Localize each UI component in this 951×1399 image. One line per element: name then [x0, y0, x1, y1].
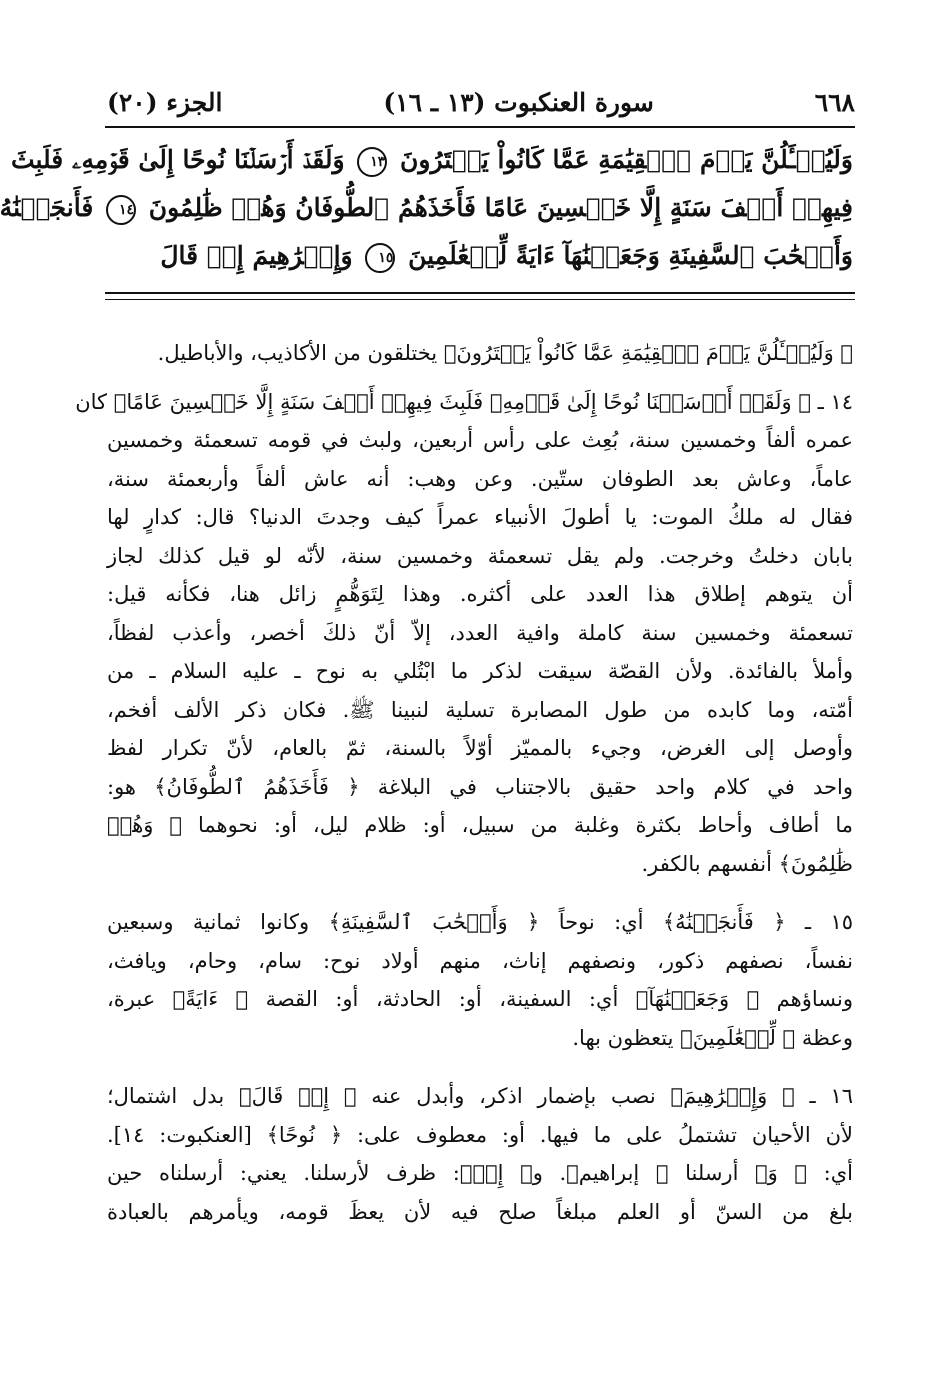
- commentary-line: وأوصل إلى الغرض، وجيء بالمميّز أوّلاً بالسنة، ثمّ بالعام، لأنّ تكرار لفظ: [107, 736, 853, 760]
- page-header: [107, 84, 855, 120]
- juz-label: الجزء (٢٠): [107, 87, 223, 117]
- commentary-line: عمره ألفاً وخمسين سنة، بُعِث على رأس أربعين، ولبث في قومه تسعمئة وخمسين: [107, 428, 853, 452]
- commentary-line: تسعمئة وخمسين سنة كاملة وافية العدد، إلاّ أنّ ذلكَ أخصر، وأعذب لفظاً،: [107, 620, 853, 645]
- commentary-line: ﴿ وَلَيُسۡـَٔلُنَّ يَوۡمَ ٱلۡقِيَٰمَةِ عَمَّا كَانُواْ يَفۡتَرُونَ﴾ يختلقون من الأكاذيب، والأباطيل.: [157, 341, 853, 365]
- commentary-paragraph: [75, 383, 853, 884]
- commentary-line: ١٤ ـ ﴿ وَلَقَدۡ أَرۡسَلۡنَا نُوحًا إِلَىٰ قَوۡمِهِۦ فَلَبِثَ فِيهِمۡ أَلۡفَ سَنَةٍ إِلَّا خَمۡسِينَ عَامًا﴾ كان: [75, 389, 853, 414]
- verse-line: [0, 184, 853, 232]
- commentary-line: وعظة ﴿ لِّلۡعَٰلَمِينَ﴾ يتعظون بها.: [572, 1025, 853, 1050]
- verse-number-mark: ١٤: [106, 195, 136, 225]
- commentary-line: عاماً، وعاش بعد الطوفان ستّين. وعن وهب: أنه عاش ألفاً وأربعمئة سنة،: [107, 466, 853, 491]
- quran-verses-block: [0, 136, 853, 286]
- verse-text: وَلَقَدۡ أَرۡسَلۡنَا نُوحًا إِلَىٰ قَوۡمِهِۦ فَلَبِثَ: [10, 145, 345, 174]
- page-number: ٦٦٨: [814, 87, 855, 117]
- commentary-paragraph: [107, 334, 853, 373]
- commentary-line: أمّته، وما كابده من طول المصابرة تسلية لنبينا ﷺ. فكان ذكر الألف أفخم،: [107, 697, 853, 722]
- commentary-line: بابان دخلتُ وخرجت. ولم يقل تسعمئة وخمسين سنة، لأنّه لو قيل كذلك لجاز: [107, 543, 853, 568]
- verses-divider: [105, 292, 855, 300]
- verse-line: [10, 136, 853, 184]
- verse-text: وَلَيُسۡـَٔلُنَّ يَوۡمَ ٱلۡقِيَٰمَةِ عَمَّا كَانُواْ يَفۡتَرُونَ: [400, 145, 853, 174]
- commentary-line: أي: ﴿ وَ﴾ أرسلنا ﴿ إبراهيم﴾. و﴿ إِذۡ﴾: ظرف لأرسلنا. يعني: أرسلناه حين: [107, 1161, 853, 1185]
- commentary-paragraph: [107, 1077, 853, 1231]
- commentary-line: ونساؤهم ﴿ وَجَعَلۡنَٰهَآ﴾ أي: السفينة، أو: الحادثة، أو: القصة ﴿ ءَايَةً﴾ عبرة،: [107, 987, 853, 1011]
- commentary-line: بلغ من السنّ أو العلم مبلغاً صلح فيه لأن يعظَ قومه، ويأمرهم بالعبادة: [107, 1199, 853, 1224]
- commentary-line: أن يتوهم إطلاق هذا العدد على أكثره. وهذا لِتَوَهُّمٍ زائل هنا، فكأنه قيل:: [107, 582, 853, 606]
- verse-number-mark: ١٣: [357, 147, 387, 177]
- commentary-line: ١٥ ـ ﴿ فَأَنجَيۡنَٰهُ﴾ أي: نوحاً ﴿ وَأَصۡحَٰبَ ٱلسَّفِينَةِ﴾ وكانوا ثمانية وسبعين: [107, 910, 853, 934]
- surah-title: سورة العنكبوت (١٣ ـ ١٦): [383, 87, 654, 117]
- commentary-line: واحد في كلام واحد حقيق بالاجتناب في البلاغة ﴿ فَأَخَذَهُمُ ٱلطُّوفَانُ﴾ هو:: [107, 774, 853, 799]
- commentary-line: لأن الأحيان تشتملُ على ما فيها. أو: معطوف على: ﴿ نُوحًا﴾ [العنكبوت: ١٤].: [107, 1122, 853, 1147]
- commentary-line: نفساً، نصفهم ذكور، ونصفهم إناث، منهم أولاد نوح: سام، وحام، ويافث،: [107, 948, 853, 973]
- verse-text: فِيهِمۡ أَلۡفَ سَنَةٍ إِلَّا خَمۡسِينَ عَامًا فَأَخَذَهُمُ ٱلطُّوفَانُ وَهُمۡ ظَٰلِمُونَ: [148, 193, 853, 222]
- commentary-line: ١٦ ـ ﴿ وَإِبۡرَٰهِيمَ﴾ نصب بإضمار اذكر، وأبدل عنه ﴿ إِذۡ قَالَ﴾ بدل اشتمال؛: [107, 1084, 853, 1108]
- verse-line: [107, 232, 853, 280]
- commentary-paragraph: [107, 903, 853, 1057]
- commentary-line: ظَٰلِمُونَ﴾ أنفسهم بالكفر.: [641, 851, 853, 876]
- commentary-line: ما أطاف وأحاط بكثرة وغلبة من سبيل، أو: ظلام ليل، أو: نحوهما ﴿ وَهُمۡ: [107, 813, 853, 837]
- commentary-line: وأملأ بالفائدة. ولأن القصّة سيقت لذكر ما ابْتُلي به نوح ـ عليه السلام ـ من: [107, 659, 853, 683]
- tafsir-commentary: [75, 334, 853, 1241]
- verse-number-mark: ١٥: [365, 243, 395, 273]
- header-divider: [105, 126, 855, 128]
- commentary-line: فقال له ملكُ الموت: يا أطولَ الأنبياء عمراً كيف وجدتَ الدنيا؟ قال: كدارٍ لها: [107, 505, 853, 529]
- verse-text: وَأَصۡحَٰبَ ٱلسَّفِينَةِ وَجَعَلۡنَٰهَآ ءَايَةً لِّلۡعَٰلَمِينَ: [408, 241, 853, 270]
- verse-text: وَإِبۡرَٰهِيمَ إِذۡ قَالَ: [160, 241, 353, 270]
- verse-text: فَأَنجَيۡنَٰهُ: [0, 193, 94, 222]
